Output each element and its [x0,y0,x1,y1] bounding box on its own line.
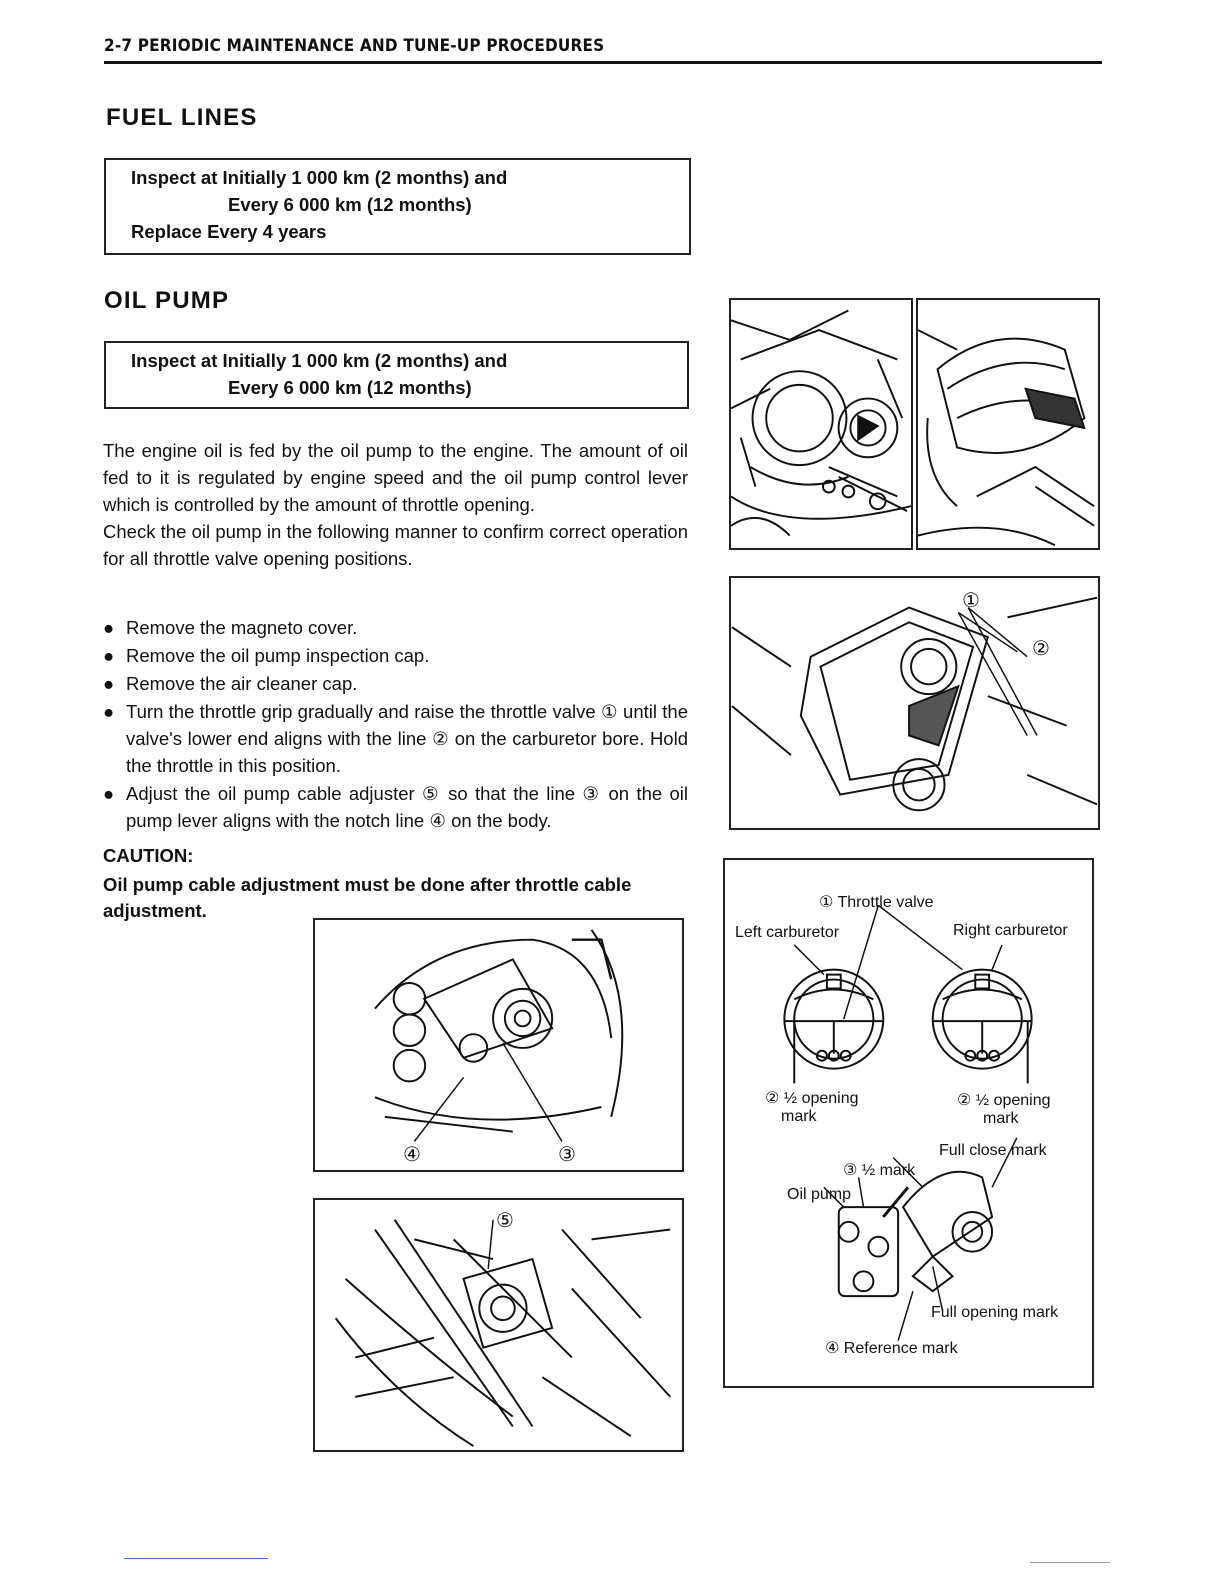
label-half-opening-left: ② ½ opening [765,1090,859,1107]
label-half-opening-left-mark: mark [781,1108,817,1125]
oil-pump-box-line2: Every 6 000 km (12 months) [228,377,472,398]
bullet-icon: ● [103,645,115,666]
callout-throttle-valve: ① [962,590,980,612]
bullet-icon: ● [103,783,115,804]
figure-air-cleaner-photo [916,298,1100,550]
figure-cable-adjuster [313,1198,684,1452]
header-rule [104,61,1102,64]
oil-pump-heading: OIL PUMP [104,287,230,314]
list-item: ● Turn the throttle grip gradually and raise the throttle valve ① until the valve's lower end aligns with the line ② on the carburetor bore. Hold the throttle in this position. [103,698,688,779]
label-half-opening-right: ② ½ opening [957,1092,1051,1109]
figure-oil-pump-diagram [723,858,1094,1388]
list-item: ● Remove the magneto cover. [103,614,688,641]
carburetor-illustration [731,578,1098,828]
oil-pump-paragraph-2: Check the oil pump in the following manner to confirm correct operation for all throttle valve opening positions. [103,521,688,569]
label-right-carburetor: Right carburetor [953,922,1068,939]
list-item: ● Remove the oil pump inspection cap. [103,642,688,669]
oil-pump-description [103,437,688,572]
page-header-title: 2-7 PERIODIC MAINTENANCE AND TUNE-UP PROCEDURES [104,36,605,56]
label-full-opening-mark: Full opening mark [931,1304,1059,1321]
figure-oil-pump-lever [313,918,684,1172]
fuel-lines-box-line3: Replace Every 4 years [131,221,327,242]
caution-text: Oil pump cable adjustment must be done after throttle cable adjustment. [103,874,632,921]
caution-title: CAUTION: [103,845,194,866]
label-half-opening-right-mark: mark [983,1110,1019,1127]
list-item: ● Remove the air cleaner cap. [103,670,688,697]
label-throttle-valve: ① Throttle valve [819,894,934,911]
callout-lever-line: ③ [558,1144,576,1166]
label-oil-pump: Oil pump [787,1186,852,1203]
bullet-icon: ● [103,617,115,638]
footer-link-rule [124,1558,268,1559]
label-half-mark: ③ ½ mark [843,1162,916,1179]
callout-reference-notch: ④ [403,1144,421,1166]
procedure-steps [103,614,688,835]
figure-engine-photo [729,298,913,550]
cable-adjuster-illustration [315,1200,682,1450]
oil-pump-box-line1: Inspect at Initially 1 000 km (2 months) and [131,350,508,371]
air-cleaner-illustration [918,300,1098,548]
oil-pump-interval-box [104,341,689,409]
figure-carburetor-photo [729,576,1100,830]
fuel-lines-interval-box [104,158,691,255]
label-full-close-mark: Full close mark [939,1142,1047,1159]
engine-illustration [731,300,911,548]
list-item: ● Adjust the oil pump cable adjuster ⑤ so that the line ③ on the oil pump lever aligns with the notch line ④ on the body. [103,780,688,834]
bullet-icon: ● [103,673,115,694]
callout-bore-line: ② [1032,638,1050,660]
footer-rule-right [1030,1562,1110,1563]
oil-pump-lever-illustration [315,920,682,1170]
oil-pump-paragraph-1: The engine oil is fed by the oil pump to the engine. The amount of oil fed to it is regulated by engine speed and the oil pump control lever which is controlled by the amount of throttle opening. [103,440,688,515]
fuel-lines-heading: FUEL LINES [106,104,258,131]
callout-cable-adjuster: ⑤ [496,1210,514,1232]
label-left-carburetor: Left carburetor [735,924,840,941]
fuel-lines-box-line2: Every 6 000 km (12 months) [228,194,472,215]
label-reference-mark: ④ Reference mark [825,1340,958,1357]
fuel-lines-box-line1: Inspect at Initially 1 000 km (2 months) and [131,167,508,188]
bullet-icon: ● [103,701,115,722]
